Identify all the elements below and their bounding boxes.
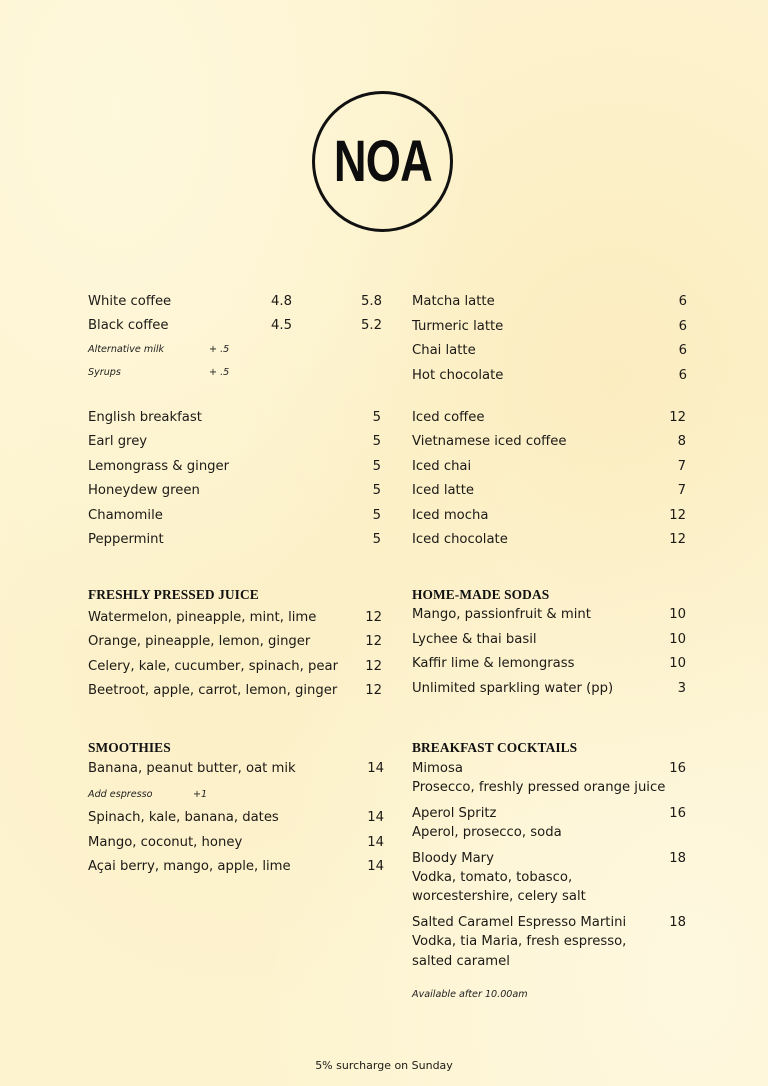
menu-item-price-large: 5.2: [361, 318, 382, 333]
menu-item-price: 18: [669, 851, 686, 866]
menu-item-name: Chamomile: [88, 508, 163, 523]
menu-item-description: worcestershire, celery salt: [412, 889, 586, 904]
menu-item-price: 6: [678, 294, 687, 309]
section-heading: BREAKFAST COCKTAILS: [412, 740, 578, 755]
menu-item-price: 10: [669, 607, 686, 622]
extra-name: Syrups: [88, 367, 121, 378]
menu-item-price-large: 5.8: [361, 294, 382, 309]
menu-item-price: 12: [365, 683, 382, 698]
menu-item-name: Black coffee: [88, 318, 169, 333]
menu-item-price: 5: [372, 434, 381, 449]
extra-price: + .5: [209, 344, 230, 355]
menu-item-price: 5: [372, 410, 381, 425]
menu-item-name: Earl grey: [88, 434, 148, 449]
menu-item-name: Mimosa: [412, 761, 463, 776]
menu-item-price: 12: [365, 659, 382, 674]
menu-item-name: Iced chocolate: [412, 532, 508, 547]
menu-item-price: 10: [669, 656, 686, 671]
menu-item-price: 3: [677, 681, 686, 696]
menu-item-price: 18: [669, 915, 686, 930]
menu-item-name: Kaffir lime & lemongrass: [412, 656, 575, 671]
menu-item-name: Banana, peanut butter, oat mik: [88, 761, 296, 776]
menu-item-name: Beetroot, apple, carrot, lemon, ginger: [88, 683, 338, 698]
menu-item-name: White coffee: [88, 294, 172, 309]
menu-item-price: 5: [372, 508, 381, 523]
menu-item-price: 6: [678, 368, 687, 383]
menu-item-price: 6: [678, 319, 687, 334]
menu-item-price: 6: [678, 343, 687, 358]
menu-item-price: 12: [365, 610, 382, 625]
menu-item-name: Unlimited sparkling water (pp): [412, 681, 614, 696]
menu-item-name: Iced latte: [412, 483, 475, 498]
menu-item-name: Açai berry, mango, apple, lime: [88, 859, 291, 874]
menu-item-price: 5: [372, 532, 381, 547]
menu-item-name: Chai latte: [412, 343, 476, 358]
menu-item-name: Mango, passionfruit & mint: [412, 607, 591, 622]
extra-price: + .5: [209, 367, 230, 378]
surcharge-note: 5% surcharge on Sunday: [315, 1059, 453, 1072]
menu-item-price: 5: [372, 483, 381, 498]
menu-item-name: Lychee & thai basil: [412, 632, 537, 647]
section-heading: SMOOTHIES: [88, 740, 171, 755]
menu-item-name: Peppermint: [88, 532, 164, 547]
menu-item-price: 12: [669, 508, 686, 523]
menu-item-name: Bloody Mary: [412, 851, 494, 866]
menu-item-price: 14: [367, 835, 384, 850]
menu-item-name: Lemongrass & ginger: [88, 459, 230, 474]
menu-item-name: Watermelon, pineapple, mint, lime: [88, 610, 317, 625]
menu-item-price-small: 4.5: [271, 318, 292, 333]
menu-item-price-small: 4.8: [271, 294, 292, 309]
menu-item-name: Vietnamese iced coffee: [412, 434, 567, 449]
menu-item-price: 16: [669, 761, 686, 776]
menu-item-price: 7: [677, 483, 686, 498]
menu-item-name: Mango, coconut, honey: [88, 835, 243, 850]
menu-item-description: Aperol, prosecco, soda: [412, 825, 562, 840]
menu-item-name: Aperol Spritz: [412, 806, 497, 821]
menu-item-price: 8: [677, 434, 686, 449]
menu-item-name: Matcha latte: [412, 294, 495, 309]
menu-item-description: Vodka, tia Maria, fresh espresso,: [412, 934, 627, 949]
extra-name: Add espresso: [88, 789, 153, 800]
menu-item-description: Prosecco, freshly pressed orange juice: [412, 780, 666, 795]
menu-item-price: 14: [367, 859, 384, 874]
menu-item-price: 10: [669, 632, 686, 647]
menu-item-price: 12: [669, 410, 686, 425]
logo-text: NOA: [333, 128, 432, 194]
section-heading: HOME-MADE SODAS: [412, 587, 550, 602]
menu-item-price: 5: [372, 459, 381, 474]
menu-item-price: 14: [367, 761, 384, 776]
menu-item-name: Spinach, kale, banana, dates: [88, 810, 279, 825]
menu-item-name: Iced coffee: [412, 410, 485, 425]
menu-item-name: Honeydew green: [88, 483, 200, 498]
menu-item-price: 14: [367, 810, 384, 825]
menu-item-price: 16: [669, 806, 686, 821]
menu-item-name: Iced mocha: [412, 508, 489, 523]
menu-item-description: Vodka, tomato, tobasco,: [412, 870, 573, 885]
menu-item-price: 12: [669, 532, 686, 547]
extra-name: Alternative milk: [88, 344, 165, 355]
menu-item-name: Salted Caramel Espresso Martini: [412, 915, 627, 930]
section-heading: FRESHLY PRESSED JUICE: [88, 587, 259, 602]
menu-item-description: salted caramel: [412, 954, 510, 969]
menu-item-name: Hot chocolate: [412, 368, 504, 383]
menu-item-name: Orange, pineapple, lemon, ginger: [88, 634, 311, 649]
menu-item-name: Iced chai: [412, 459, 472, 474]
menu-item-price: 7: [677, 459, 686, 474]
menu-item-name: Celery, kale, cucumber, spinach, pear: [88, 659, 339, 674]
availability-note: Available after 10.00am: [412, 989, 528, 1000]
menu-item-name: English breakfast: [88, 410, 202, 425]
noa-logo: [312, 91, 453, 232]
extra-price: +1: [193, 789, 208, 800]
menu-item-price: 12: [365, 634, 382, 649]
menu-item-name: Turmeric latte: [412, 319, 504, 334]
